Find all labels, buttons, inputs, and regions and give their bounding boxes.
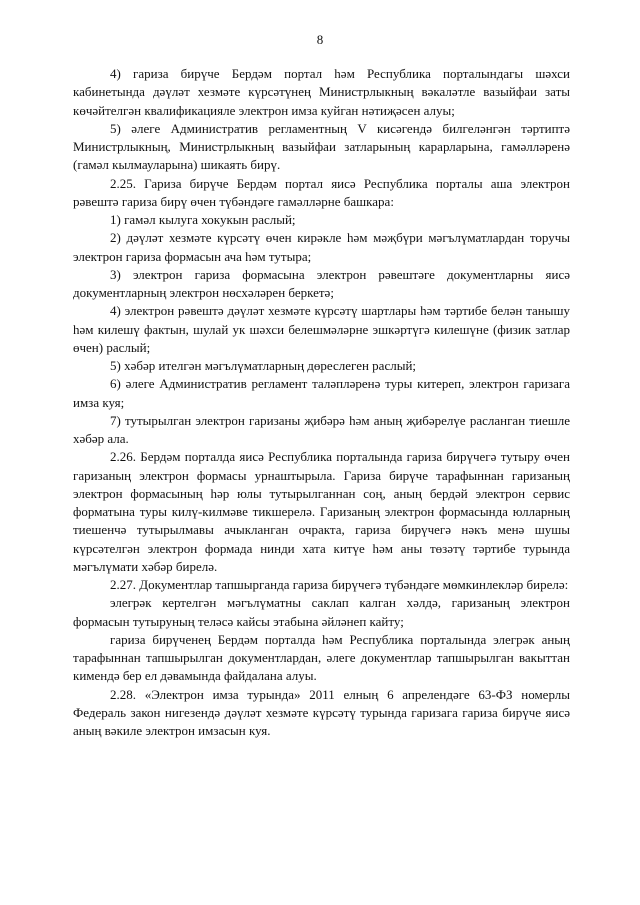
paragraph-step-3: 3) электрон гариза формасына электрон рәвештәге документларны яисә документларның электрон нөсхәләрен беркетә; bbox=[73, 266, 570, 300]
document-body bbox=[73, 65, 570, 740]
paragraph-option-reuse: гариза бирүченең Бердәм порталда һәм Республика порталында элегрәк аның тарафыннан тапшырылган документлардан, әлеге документлар тапшырылган вакыттан кимендә бер ел дәвамында файдалана алуы. bbox=[73, 631, 570, 684]
paragraph-step-7: 7) тутырылган электрон гаризаны җибәрә һәм аның җибәрелүе расланган тиешле хәбәр ала. bbox=[73, 412, 570, 446]
paragraph-2-28: 2.28. «Электрон имза турында» 2011 елның 6 апрелендәге 63-ФЗ номерлы Федераль закон нигезендә дәүләт хезмәте күрсәтү турында гаризага гариза бирүче яисә аның вәкиле электрон имзасын куя. bbox=[73, 686, 570, 738]
paragraph-2-25: 2.25. Гариза бирүче Бердәм портал яисә Республика порталы аша электрон рәвештә гариза бирү өчен түбәндәге гамәлләрне башкара: bbox=[73, 175, 570, 209]
paragraph-step-2: 2) дәүләт хезмәте күрсәтү өчен кирәкле һәм мәҗбүри мәгълүматлардан торучы электрон гариза формасын ача һәм тутыра; bbox=[73, 230, 570, 264]
paragraph-option-return: элегрәк кертелгән мәгълүматны саклап калган хәлдә, гаризаның электрон формасын тутыруның теләсә кайсы этабына әйләнеп кайту; bbox=[73, 595, 570, 629]
paragraph-step-6: 6) әлеге Административ регламент таләпләренә туры китереп, электрон гаризага имза куя; bbox=[73, 376, 570, 410]
page-number: 8 bbox=[316, 32, 324, 47]
paragraph-step-1: 1) гамәл кылуга хокукын раслый; bbox=[110, 212, 296, 227]
paragraph-item-4-result: 4) гариза бирүче Бердәм портал һәм Республика порталындагы шәхси кабинетында дәүләт хезмәте күрсәтүнең Министрлыкның вәкаләтле вазыйфаи заты көчәйтелгән квалификацияле электрон имза куйган нәтиҗәсен алуы; bbox=[73, 66, 570, 118]
paragraph-2-27: 2.27. Документлар тапшырганда гариза бирүчегә түбәндәге мөмкинлекләр бирелә: bbox=[110, 577, 569, 592]
paragraph-2-26: 2.26. Бердәм порталда яисә Республика порталында гариза бирүчегә тутыру өчен гаризаның электрон формасы урнаштырыла. Гариза бирүче тарафыннан гаризаның электрон формасының һәр юлы тутырылганнан соң, аның бердәй электрон сервис форматына туры килү-килмәве тикшерелә. Гаризаның электрон формасында юлларның тиешенчә тутырылмавы ачыкланган очракта, гариза бирүчегә нәкъ менә шушы күрсәтелгән электрон формада нинди хата китүе һәм аны төзәтү тәртибе турында мәгълүмати хәбәр бирелә. bbox=[73, 449, 570, 574]
paragraph-step-5: 5) хәбәр ителгән мәгълүматларның дөреслеген раслый; bbox=[110, 358, 417, 373]
paragraph-item-5-complaint: 5) әлеге Административ регламентның V кисәгендә билгеләнгән тәртиптә Министрлыкның, Министрлыкның вазыйфаи затларының карарларына, гамәлләренә (гамәл кылмауларына) шикаять бирү. bbox=[73, 120, 570, 173]
paragraph-step-4: 4) электрон рәвештә дәүләт хезмәте күрсәтү шартлары һәм тәртибе белән танышу һәм килешү фактын, шулай ук шәхси белешмәләрне эшкәртүгә килешүне (физик затлар өчен) раслый; bbox=[73, 303, 570, 355]
